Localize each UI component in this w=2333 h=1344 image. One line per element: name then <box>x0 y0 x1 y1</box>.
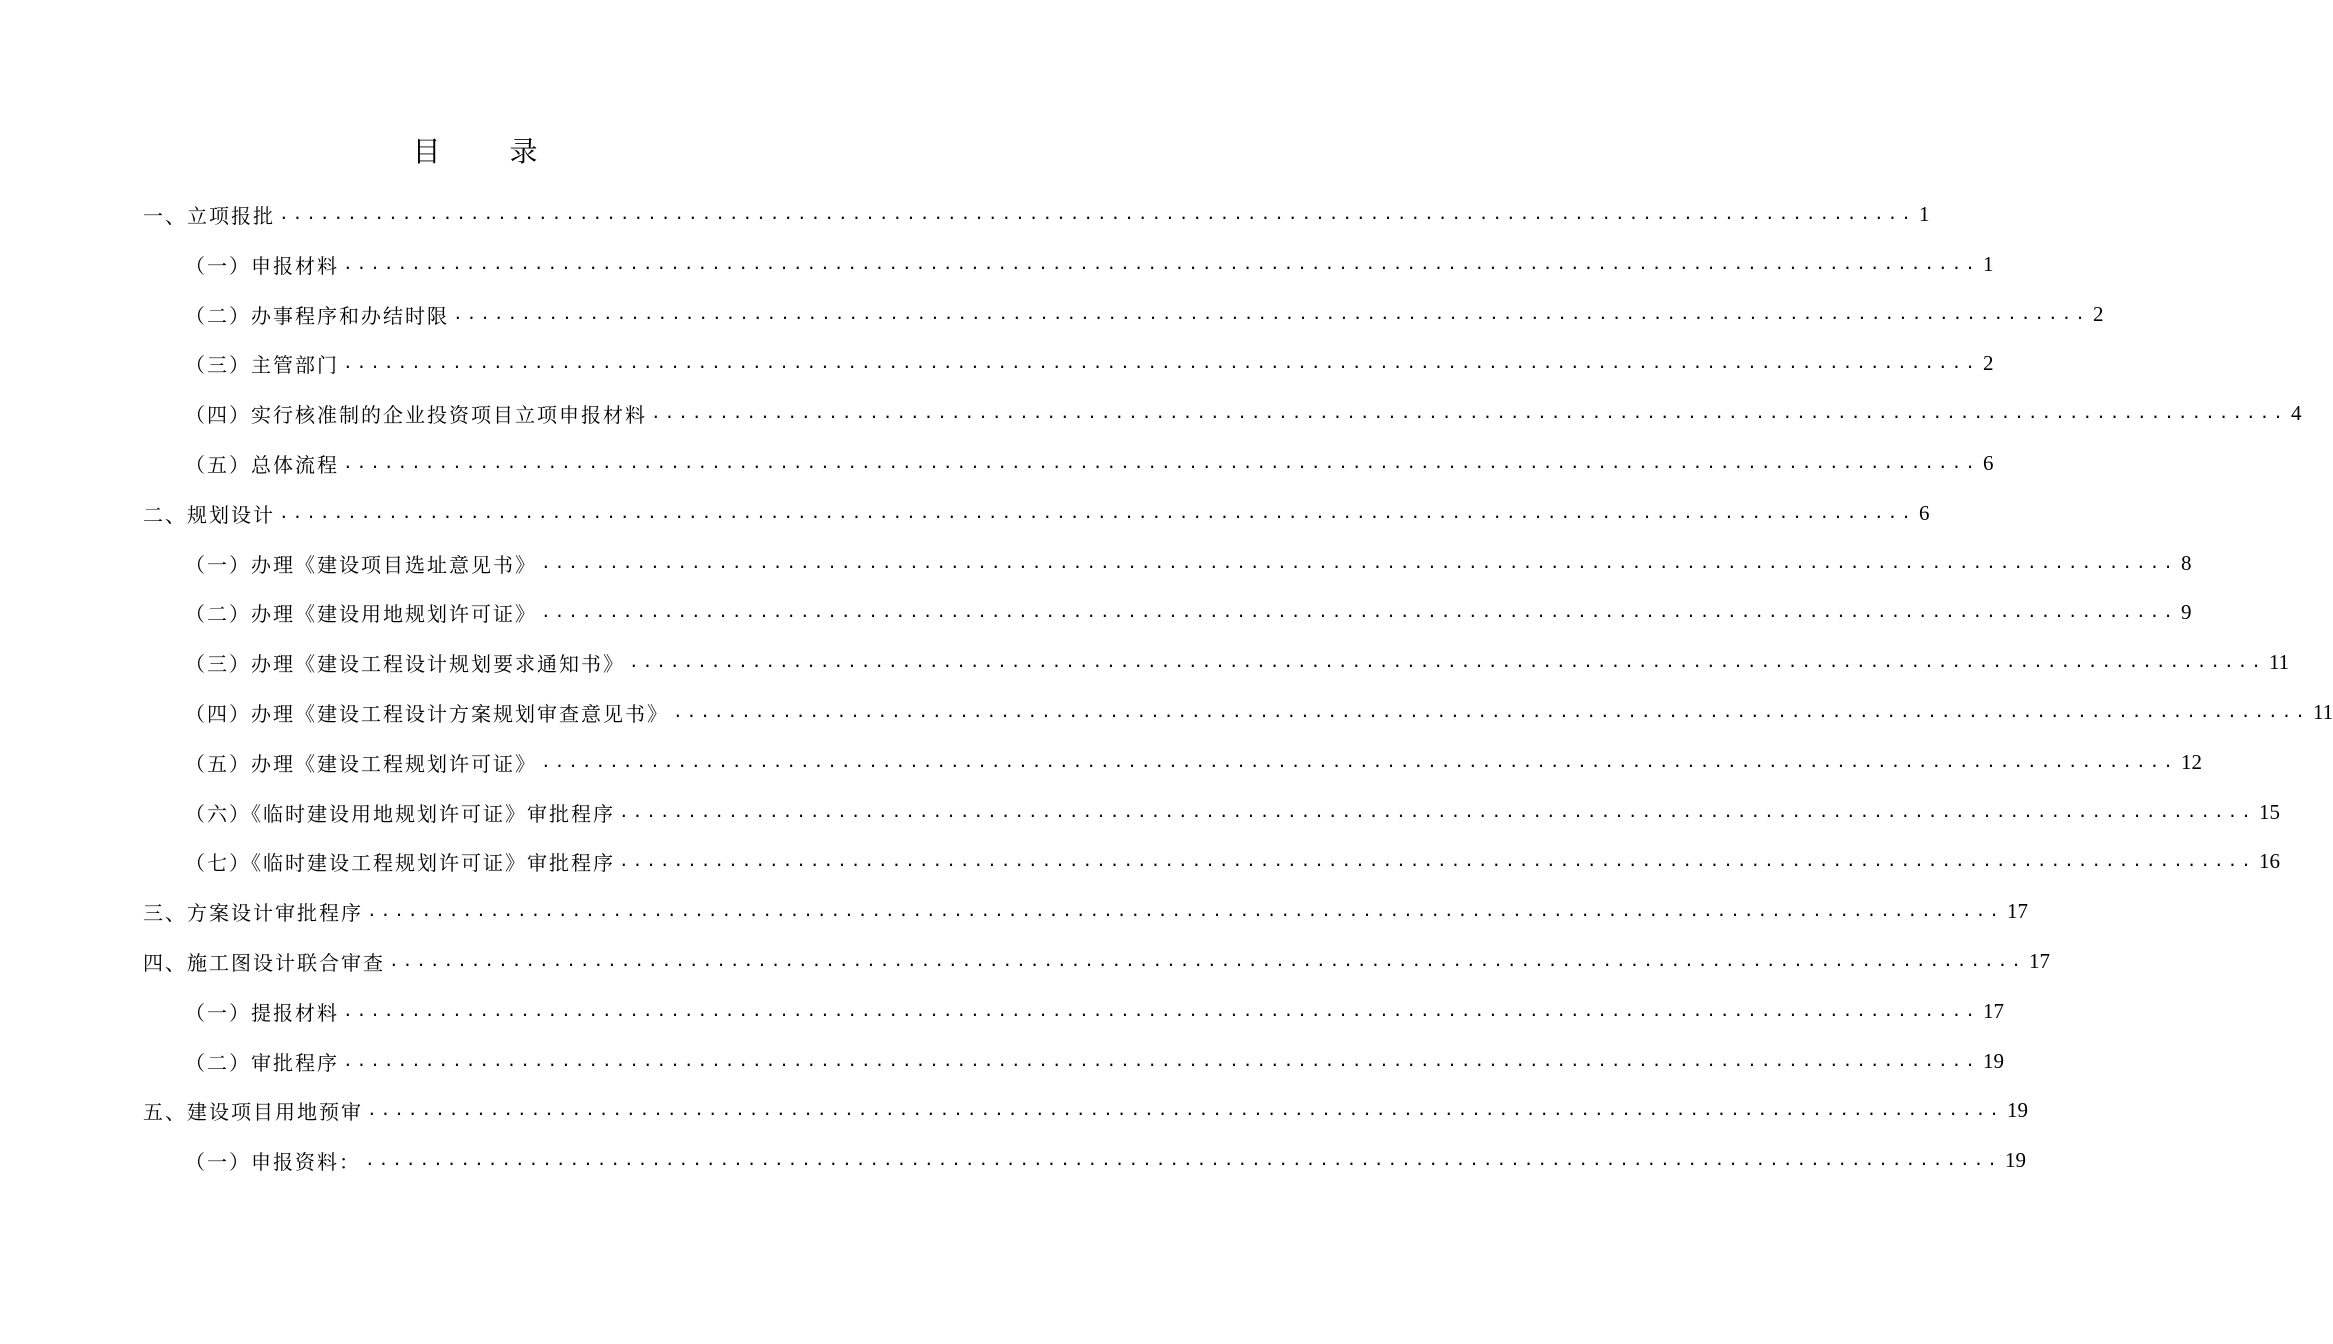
toc-dot-leader: ........................................................................................................................ <box>541 553 2177 572</box>
toc-dot-leader: ........................................................................................................................ <box>673 702 2309 721</box>
toc-entry-title: （二）办理《建设用地规划许可证》 <box>185 601 537 626</box>
toc-section-entry[interactable] <box>185 1136 2026 1184</box>
toc-dot-leader: ........................................................................................................................ <box>367 1100 2003 1119</box>
toc-section-entry[interactable] <box>185 240 1994 288</box>
toc-chapter-entry[interactable] <box>143 887 2028 935</box>
toc-entry-title: （一）提报材料 <box>185 1000 339 1025</box>
toc-entry-title: （三）办理《建设工程设计规划要求通知书》 <box>185 651 625 676</box>
toc-page-number: 17 <box>1982 998 2004 1023</box>
toc-dot-leader: ........................................................................................................................ <box>343 254 1979 273</box>
toc-entry-title: （四）办理《建设工程设计方案规划审查意见书》 <box>185 701 669 726</box>
toc-page-number: 17 <box>2028 948 2050 973</box>
toc-entry-title: （二）审批程序 <box>185 1050 339 1075</box>
toc-dot-leader: ........................................................................................................................ <box>389 951 2025 970</box>
toc-page-number: 2 <box>1982 350 1994 375</box>
toc-page-number: 17 <box>2006 898 2028 923</box>
toc-section-entry[interactable] <box>185 389 2302 437</box>
toc-entry-title: 三、方案设计审批程序 <box>143 900 363 925</box>
toc-page-number: 16 <box>2258 848 2280 873</box>
toc-dot-leader: ........................................................................................................................ <box>343 1051 1979 1070</box>
toc-section-entry[interactable] <box>185 638 2290 686</box>
toc-entry-title: （一）申报材料 <box>185 253 339 278</box>
toc-dot-leader: ........................................................................................................................ <box>541 602 2177 621</box>
toc-dot-leader: ........................................................................................................................ <box>279 204 1915 223</box>
toc-entry-title: （一）申报资料： <box>185 1149 361 1174</box>
toc-section-entry[interactable] <box>185 439 1994 487</box>
toc-section-entry[interactable] <box>185 539 2192 587</box>
toc-dot-leader: ........................................................................................................................ <box>651 403 2287 422</box>
toc-page-number: 4 <box>2290 400 2302 425</box>
toc-entry-title: 四、施工图设计联合审查 <box>143 950 385 975</box>
toc-page-number: 9 <box>2180 599 2192 624</box>
toc-page-number: 8 <box>2180 550 2192 575</box>
toc-dot-leader: ........................................................................................................................ <box>343 353 1979 372</box>
toc-entry-title: （三）主管部门 <box>185 352 339 377</box>
toc-page-number: 19 <box>2004 1147 2026 1172</box>
toc-entry-title: （四）实行核准制的企业投资项目立项申报材料 <box>185 402 647 427</box>
toc-entry-title: 五、建设项目用地预审 <box>143 1099 363 1124</box>
toc-entry-title: （五）办理《建设工程规划许可证》 <box>185 751 537 776</box>
toc-dot-leader: ........................................................................................................................ <box>629 652 2265 671</box>
toc-dot-leader: ........................................................................................................................ <box>619 802 2255 821</box>
toc-section-entry[interactable] <box>185 688 2333 736</box>
toc-page-number: 2 <box>2092 301 2104 326</box>
toc-chapter-entry[interactable] <box>143 937 2050 985</box>
toc-chapter-entry[interactable] <box>143 1086 2028 1134</box>
toc-section-entry[interactable] <box>185 588 2192 636</box>
toc-section-entry[interactable] <box>185 339 1994 387</box>
toc-chapter-entry[interactable] <box>143 489 1930 537</box>
toc-dot-leader: ........................................................................................................................ <box>365 1150 2001 1169</box>
toc-section-entry[interactable] <box>185 837 2280 885</box>
toc-entry-title: （二）办事程序和办结时限 <box>185 303 449 328</box>
toc-entry-title: （一）办理《建设项目选址意见书》 <box>185 552 537 577</box>
toc-entry-title: 二、规划设计 <box>143 502 275 527</box>
toc-page-number: 12 <box>2180 749 2202 774</box>
toc-entry-title: （五）总体流程 <box>185 452 339 477</box>
toc-page-number: 11 <box>2312 699 2333 724</box>
toc-entry-title: 一、立项报批 <box>143 203 275 228</box>
toc-section-entry[interactable] <box>185 1037 2004 1085</box>
toc-dot-leader: ........................................................................................................................ <box>453 304 2089 323</box>
toc-section-entry[interactable] <box>185 290 2104 338</box>
toc-page-number: 1 <box>1918 201 1930 226</box>
toc-dot-leader: ........................................................................................................................ <box>279 503 1915 522</box>
toc-title: 目 录 <box>412 135 568 168</box>
toc-section-entry[interactable] <box>185 987 2004 1035</box>
toc-entry-title: （七）《临时建设工程规划许可证》审批程序 <box>185 850 615 875</box>
toc-section-entry[interactable] <box>185 738 2202 786</box>
toc-dot-leader: ........................................................................................................................ <box>619 851 2255 870</box>
toc-page-number: 6 <box>1982 450 1994 475</box>
toc-page-number: 11 <box>2268 649 2290 674</box>
toc-dot-leader: ........................................................................................................................ <box>367 901 2003 920</box>
toc-chapter-entry[interactable] <box>143 190 1930 238</box>
toc-page-number: 15 <box>2258 799 2280 824</box>
toc-page-number: 19 <box>1982 1048 2004 1073</box>
toc-page-number: 1 <box>1982 251 1994 276</box>
toc-dot-leader: ........................................................................................................................ <box>343 1001 1979 1020</box>
toc-page-number: 6 <box>1918 500 1930 525</box>
toc-dot-leader: ........................................................................................................................ <box>541 752 2177 771</box>
toc-dot-leader: ........................................................................................................................ <box>343 453 1979 472</box>
toc-page-number: 19 <box>2006 1097 2028 1122</box>
toc-entry-title: （六）《临时建设用地规划许可证》审批程序 <box>185 801 615 826</box>
toc-section-entry[interactable] <box>185 788 2280 836</box>
